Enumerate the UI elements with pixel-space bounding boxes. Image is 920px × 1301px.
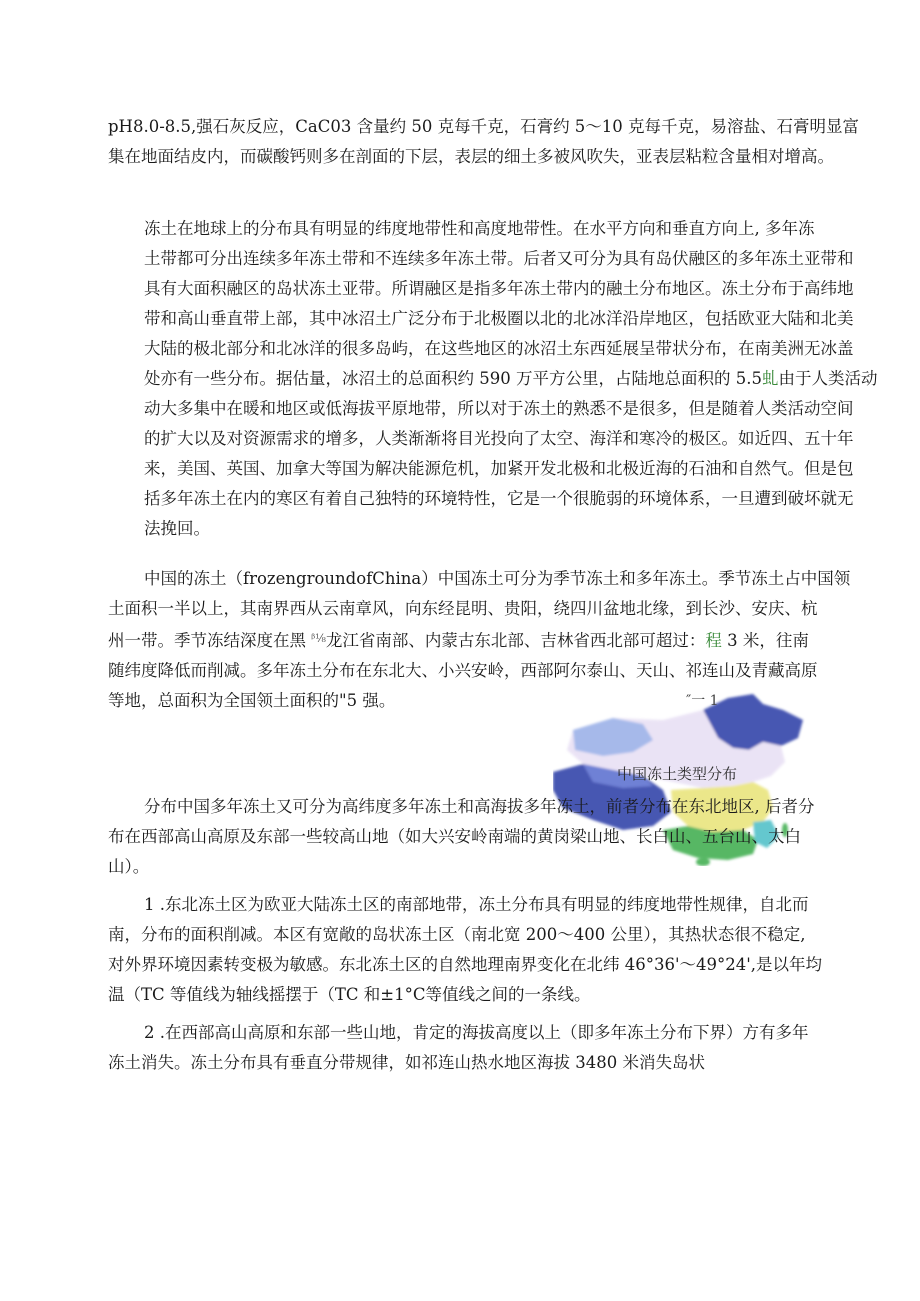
- text-line: 山）。: [108, 857, 150, 876]
- text-line: [108, 364, 878, 394]
- paragraph-soil-properties: [108, 112, 860, 172]
- text-line: 法挽回。: [144, 519, 210, 538]
- text-line: 土面积一半以上，其南界西从云南章风，向东经昆明、贵阳，绕四川盆地北缘，到长沙、安庆、杭: [108, 599, 818, 618]
- text-line: [108, 624, 832, 656]
- figure-caption: 中国冻土类型分布: [617, 765, 738, 783]
- paragraph-west-highlands: [108, 1018, 832, 1078]
- text-line: 括多年冻土在内的寒区有着自己独特的环境特性，它是一个很脆弱的环境体系，一旦遭到破坏就无: [144, 489, 854, 508]
- text-line: 集在地面结皮内，而碳酸钙则多在剖面的下层，表层的细土多被风吹失，亚表层粘粒含量相对增高。: [108, 147, 834, 166]
- text-line: 土带都可分出连续多年冻土带和不连续多年冻土带。后者又可分为具有岛伏融区的多年冻土亚带和: [144, 249, 854, 268]
- stray-glyph: 程: [705, 631, 722, 650]
- text-line: 等地，总面积为全国领土面积的"5 强。: [108, 691, 396, 710]
- paragraph-permafrost-global: [108, 214, 878, 544]
- text-line: 1 .东北冻土区为欧亚大陆冻土区的南部地带，冻土分布具有明显的纬度地带性规律，自北而: [144, 895, 809, 914]
- text-segment: 龙江省南部、内蒙古东北部、吉林省西北部可超过：: [325, 631, 706, 650]
- text-line: 布在西部高山高原及东部一些较高山地（如大兴安岭南端的黄岗梁山地、长白山、五台山、太白: [108, 827, 801, 846]
- text-line: 具有大面积融区的岛状冻土亚带。所谓融区是指多年冻土带内的融土分布地区。冻土分布于高纬地: [144, 279, 854, 298]
- stray-glyph: 虬: [761, 369, 779, 388]
- text-line: 带和高山垂直带上部，其中冰沼土广泛分布于北极圈以北的北冰洋沿岸地区，包括欧亚大陆和北美: [144, 309, 854, 328]
- text-line: 对外界环境因素转变极为敏感。东北冻土区的自然地理南界变化在北纬 46°36'～49°24',是以年均: [108, 955, 823, 974]
- text-segment: 处亦有一些分布。据估量，冰沼土的总面积约 590 万平方公里，占陆地总面积的 5.5: [144, 369, 762, 388]
- text-line: 温（TC 等值线为轴线摇摆于（TC 和±1°C等值线之间的一条线。: [108, 985, 591, 1004]
- text-line: 动大多集中在暖和地区或低海拔平原地带，所以对于冻土的熟悉不是很多，但是随着人类活动空间: [144, 399, 854, 418]
- text-line: pH8.0-8.5,强石灰反应，CaC03 含量约 50 克每千克，石膏约 5～10 克每千克，易溶盐、石膏明显富: [108, 117, 860, 136]
- map-marker-label: ″一 1: [686, 693, 719, 709]
- text-line: 南，分布的面积削减。本区有宽敞的岛状冻土区（南北宽 200～400 公里），其热状态很不稳定,: [108, 925, 806, 944]
- text-line: 来，美国、英国、加拿大等国为解决能源危机，加紧开发北极和北极近海的石油和自然气。但是包: [144, 459, 854, 478]
- text-line: 冻土在地球上的分布具有明显的纬度地带性和高度地带性。在水平方向和垂直方向上, 多年冻: [144, 219, 815, 238]
- text-line: 分布中国多年冻土又可分为高纬度多年冻土和高海拔多年冻土，前者分布在东北地区, 后者分: [144, 797, 815, 816]
- stray-glyph: ᵝ⅛: [311, 632, 326, 645]
- paragraph-permafrost-types: [108, 792, 832, 882]
- text-line: 2 .在西部高山高原和东部一些山地，肯定的海拔高度以上（即多年冻土分布下界）方有多年: [144, 1023, 809, 1042]
- text-line: 冻土消失。冻土分布具有垂直分带规律，如祁连山热水地区海拔 3480 米消失岛状: [108, 1053, 705, 1072]
- text-segment: 3 米，往南: [721, 631, 809, 650]
- text-segment: 州一带。季节冻结深度在黑: [108, 631, 312, 650]
- text-line: 随纬度降低而削减。多年冻土分布在东北大、小兴安岭，西部阿尔泰山、天山、祁连山及青藏高原: [108, 661, 818, 680]
- text-line: 中国的冻土（frozengroundofChina）中国冻土可分为季节冻土和多年冻土。季节冻土占中国领: [144, 569, 851, 588]
- text-line: 大陆的极北部分和北冰洋的很多岛屿，在这些地区的冰沼土东西延展呈带状分布，在南美洲无冰盖: [144, 339, 854, 358]
- text-segment: 由于人类活动: [778, 369, 878, 388]
- text-line: 的扩大以及对资源需求的增多，人类渐渐将目光投向了太空、海洋和寒冷的极区。如近四、五十年: [144, 429, 854, 448]
- paragraph-northeast-region: [108, 890, 832, 1010]
